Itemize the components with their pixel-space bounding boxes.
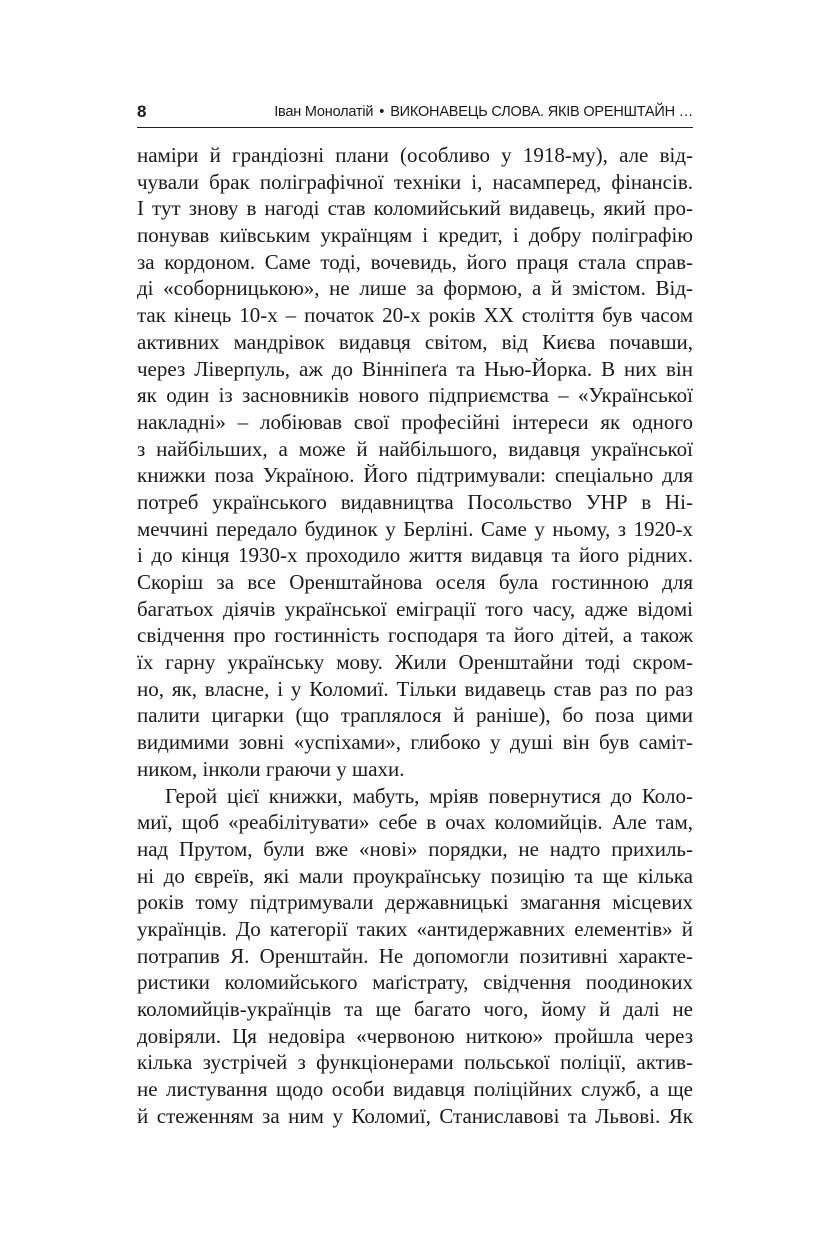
text-line: років тому підтримували державницькі змагання місцевих — [137, 890, 693, 915]
author-name: Іван Монолатій — [274, 104, 374, 120]
text-line: наміри й грандіозні плани (особливо у 1918-му), але від- — [137, 143, 693, 167]
text-line: ні до євреїв, які мали проукраїнську позицію та ще кілька — [137, 863, 693, 888]
text-line: потрапив Я. Оренштайн. Не допомогли позитивні характе- — [137, 943, 693, 968]
text-line: І тут знову в нагоді став коломийський видавець, який про- — [137, 196, 693, 221]
text-line: ді «соборницькою», не лише за формою, а й змістом. Від- — [137, 276, 693, 301]
running-head — [137, 101, 693, 128]
text-line: ристики коломийського маґістрату, свідчення поодиноких — [137, 970, 693, 995]
text-line: миї, щоб «реабілітувати» себе в очах коломийців. Але там, — [137, 810, 693, 835]
text-line: їх гарну українську мову. Жили Оренштайни тоді скром- — [137, 650, 693, 675]
text-line: багатьох діячів української еміграції того часу, адже відомі — [137, 596, 693, 621]
text-line: кілька зустрічей з функціонерами польської поліції, актив- — [137, 1050, 693, 1075]
text-line: понував київським українцям і кредит, і добру поліграфію — [137, 223, 693, 248]
book-title: ВИКОНАВЕЦЬ СЛОВА. ЯКІВ ОРЕНШТАЙН … — [390, 104, 693, 120]
text-line: довіряли. Ця недовіра «червоною ниткою» пройшла через — [137, 1023, 693, 1048]
text-line: над Прутом, були вже «нові» порядки, не надто прихиль- — [137, 836, 693, 861]
text-line: активних мандрівок видавця світом, від Києва почавши, — [137, 329, 693, 354]
text-line: ником, інколи граючи у шахи. — [137, 756, 405, 781]
text-line: накладні» – лобіював свої професійні інтереси як одного — [137, 409, 693, 434]
text-line: видимими зовні «успіхами», глибоко у душі він був саміт- — [137, 730, 693, 755]
text-line: чували брак поліграфічної техніки і, насамперед, фінансів. — [137, 169, 693, 194]
text-line: не листування щодо особи видавця поліційних служб, а ще — [137, 1077, 693, 1102]
text-line: потреб українського видавництва Посольство УНР в Ні- — [137, 489, 693, 514]
text-line: як один із засновників нового підприємства – «Української — [137, 383, 693, 408]
header-separator: • — [379, 104, 385, 120]
text-line: з найбільших, а може й найбільшого, видавця української — [137, 436, 693, 461]
text-line: но, як, власне, і у Коломиї. Тільки видавець став раз по раз — [137, 676, 693, 701]
text-line: книжки поза Україною. Його підтримували: спеціально для — [137, 463, 693, 488]
body-text — [137, 142, 693, 1129]
text-line: українців. До категорії таких «антидержавних елементів» й — [137, 916, 693, 941]
running-title — [274, 101, 693, 123]
text-line: коломийців-українців та ще багато чого, йому й далі не — [137, 997, 693, 1021]
text-line: Скоріш за все Оренштайнова оселя була гостинною для — [137, 570, 693, 594]
text-line: свідчення про гостинність господаря та його дітей, а також — [137, 623, 693, 648]
page-number: 8 — [137, 102, 147, 121]
text-line: так кінець 10-х – початок 20-х років XX століття був часом — [137, 303, 693, 328]
text-line: через Ліверпуль, аж до Вінніпеґа та Нью-Йорка. В них він — [137, 356, 693, 381]
text-line: й стеженням за ним у Коломиї, Станиславові та Львові. Як — [137, 1103, 693, 1128]
text-line: палити цигарки (що траплялося й раніше), бо поза цими — [137, 703, 693, 728]
text-line: і до кінця 1930-х проходило життя видавця та його рідних. — [137, 543, 693, 568]
text-line: Герой цієї книжки, мабуть, мріяв повернутися до Коло- — [165, 783, 693, 808]
text-line: меччині передало будинок у Берліні. Саме у ньому, з 1920-х — [137, 516, 693, 541]
text-line: за кордоном. Саме тоді, вочевидь, його праця стала справ- — [137, 249, 693, 274]
